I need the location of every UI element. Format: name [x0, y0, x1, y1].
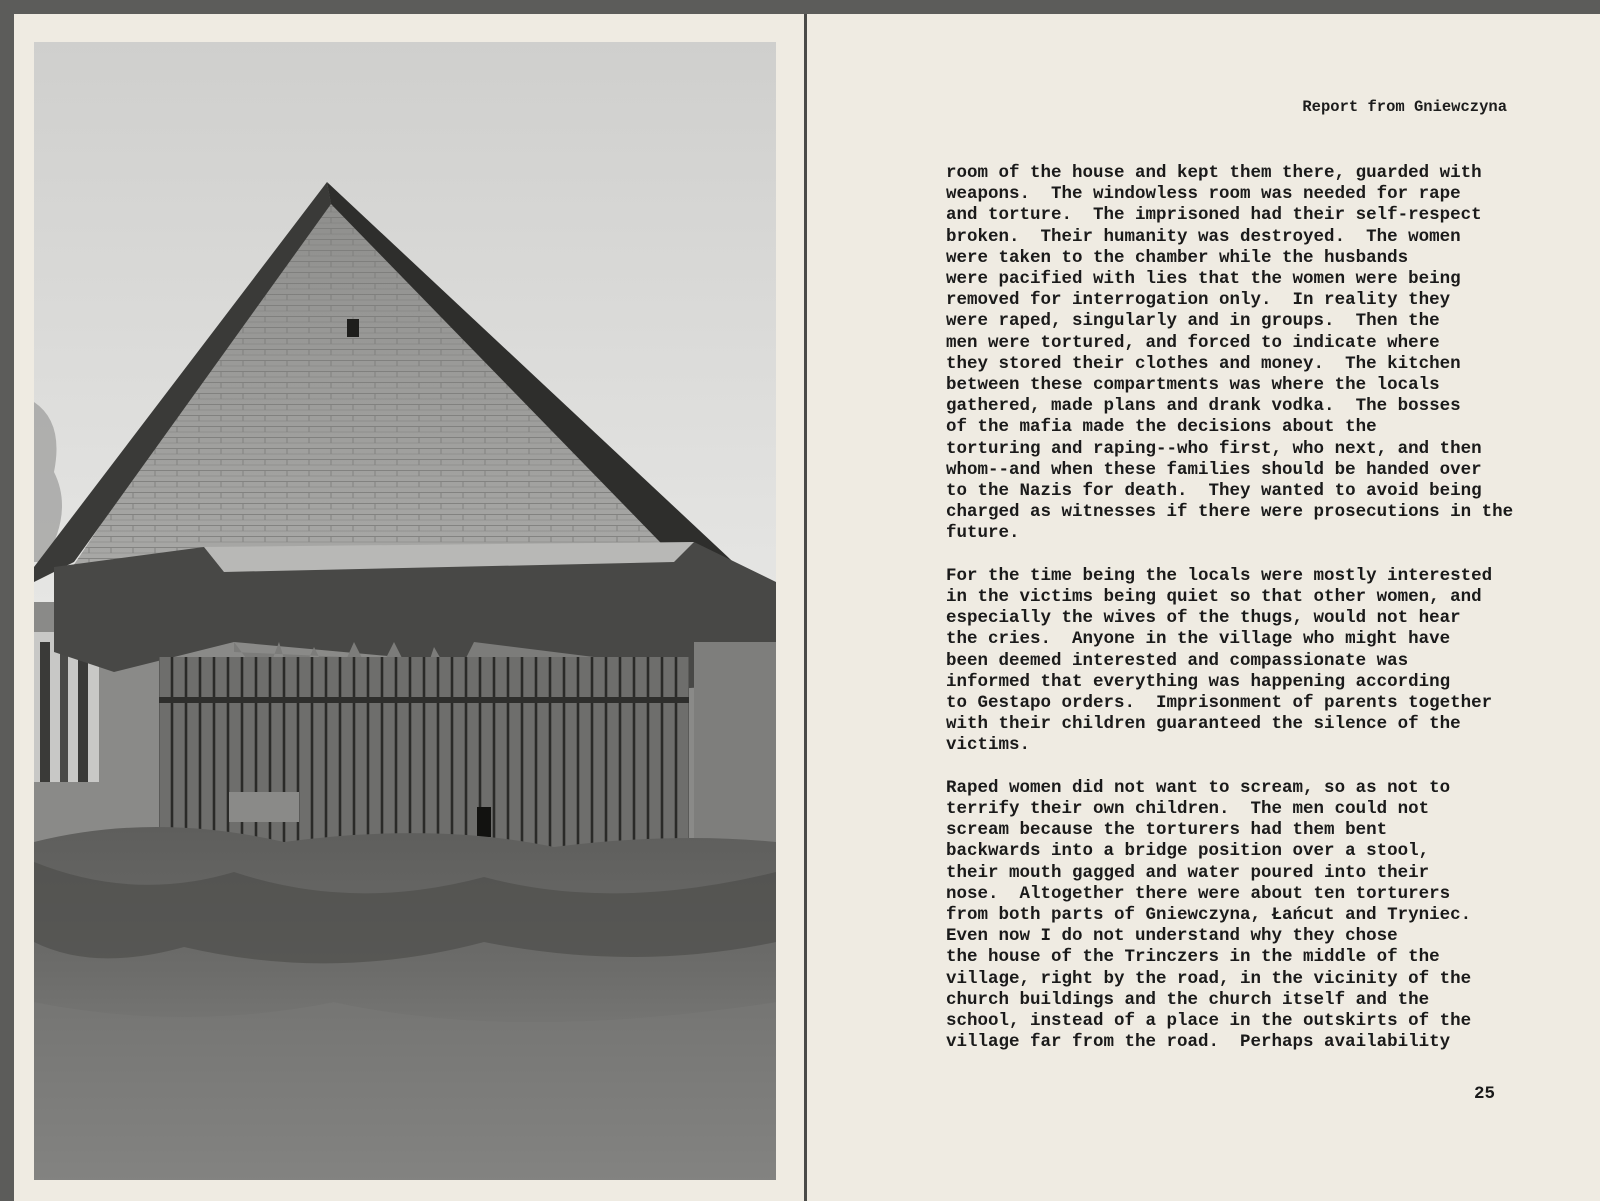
- text-line: in the victims being quiet so that other women, and: [946, 587, 1482, 608]
- text-line: to the Nazis for death. They wanted to avoid being: [946, 481, 1482, 502]
- text-line: Raped women did not want to scream, so as not to: [946, 777, 1451, 798]
- text-line: weapons. The windowless room was needed for rape: [946, 184, 1461, 205]
- text-line: school, instead of a place in the outskirts of the: [946, 1011, 1472, 1032]
- text-line: especially the wives of the thugs, would not hear: [946, 608, 1461, 629]
- text-line: gathered, made plans and drank vodka. The bosses: [946, 396, 1461, 417]
- text-line: the cries. Anyone in the village who might have: [946, 629, 1451, 650]
- body-text: [946, 163, 1546, 1075]
- text-line: informed that everything was happening according: [946, 671, 1451, 692]
- text-line: torturing and raping--who first, who next, and then: [946, 438, 1482, 459]
- text-line: nose. Altogether there were about ten torturers: [946, 883, 1451, 904]
- text-line: with their children guaranteed the silence of the: [946, 714, 1461, 735]
- text-line: to Gestapo orders. Imprisonment of parents together: [946, 693, 1493, 714]
- text-line: they stored their clothes and money. The kitchen: [946, 353, 1461, 374]
- text-line: been deemed interested and compassionate was: [946, 650, 1409, 671]
- text-line: scream because the torturers had them bent: [946, 820, 1388, 841]
- text-line: the house of the Trinczers in the middle of the: [946, 947, 1440, 968]
- text-line: whom--and when these families should be handed over: [946, 459, 1482, 480]
- text-line: of the mafia made the decisions about the: [946, 417, 1377, 438]
- text-line: between these compartments was where the locals: [946, 375, 1440, 396]
- paragraph-1: [946, 163, 1546, 545]
- left-page: [14, 14, 804, 1201]
- barn-photo: [34, 42, 776, 1180]
- text-line: charged as witnesses if there were prosecutions in the: [946, 502, 1514, 523]
- page-number: 25: [1473, 1084, 1495, 1104]
- text-line: village far from the road. Perhaps availability: [946, 1032, 1451, 1053]
- text-line: removed for interrogation only. In reality they: [946, 290, 1451, 311]
- text-line: were taken to the chamber while the husbands: [946, 247, 1409, 268]
- text-line: village, right by the road, in the vicinity of the: [946, 968, 1472, 989]
- text-line: For the time being the locals were mostly interested: [946, 565, 1493, 586]
- text-line: and torture. The imprisoned had their self-respect: [946, 205, 1482, 226]
- text-line: backwards into a bridge position over a stool,: [946, 841, 1430, 862]
- paragraph-2: [946, 566, 1546, 757]
- text-line: their mouth gagged and water poured into their: [946, 862, 1430, 883]
- text-line: terrify their own children. The men could not: [946, 799, 1430, 820]
- text-line: Even now I do not understand why they chose: [946, 926, 1398, 947]
- running-head: Report from Gniewczyna: [1302, 98, 1507, 116]
- text-line: men were tortured, and forced to indicate where: [946, 332, 1440, 353]
- text-line: were raped, singularly and in groups. Then the: [946, 311, 1440, 332]
- text-line: room of the house and kept them there, guarded with: [946, 163, 1482, 183]
- text-line: were pacified with lies that the women were being: [946, 269, 1461, 290]
- right-page: [807, 14, 1600, 1201]
- text-line: future.: [946, 523, 1020, 544]
- text-line: from both parts of Gniewczyna, Łańcut and Tryniec.: [946, 905, 1472, 926]
- text-line: victims.: [946, 735, 1031, 756]
- paragraph-3: [946, 778, 1546, 1054]
- text-line: church buildings and the church itself and the: [946, 989, 1430, 1010]
- text-line: broken. Their humanity was destroyed. The women: [946, 226, 1461, 247]
